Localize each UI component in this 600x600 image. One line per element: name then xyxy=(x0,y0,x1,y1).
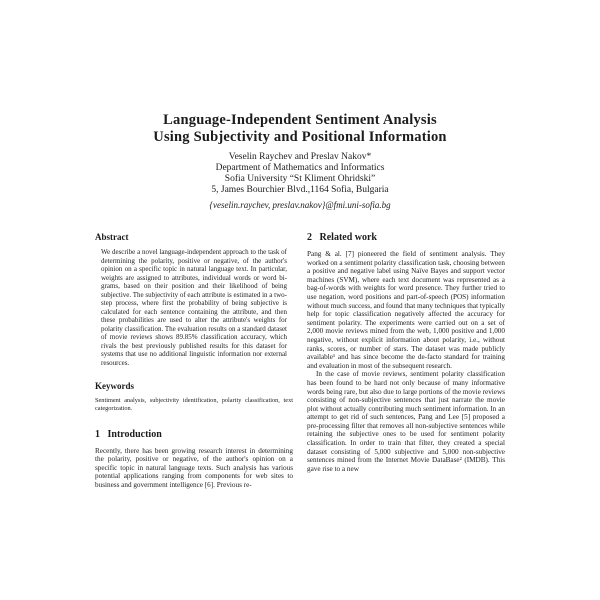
related-work-section xyxy=(307,232,505,473)
left-column xyxy=(95,232,293,490)
affiliation-line-2: Sofia University “St Kliment Ohridski” xyxy=(224,174,376,184)
related-work-paragraph-2: In the case of movie reviews, sentiment polarity classification has been found to be hard not only because of many informative words being rare, but also due to large portions of the movie reviews consisting of non-subjective sentences that just narrate the movie plot without actually contributing much sentiment information. In an attempt to get rid of such sentences, Pang and Lee [5] proposed a pre-processing filter that removes all non-subjective sentences while retaining the subjective ones to be used for sentiment polarity classification. In order to train that filter, they created a special dataset consisting of 5,000 subjective and 5,000 non-subjective sentences mined from the Internet Movie DataBase² (IMDB). This gave rise to a new xyxy=(307,370,505,473)
keywords-heading: Keywords xyxy=(95,381,134,391)
introduction-section xyxy=(95,429,293,490)
introduction-heading: 1 Introduction xyxy=(95,428,162,440)
introduction-text: Recently, there has been growing research interest in determining the polarity, positive or negative, of the author's opinion on a specific topic in natural language texts. Such analysis has various potential applications ranging from components for web sites to business and government intelligence [6]. Previous re- xyxy=(95,446,293,489)
paper-title-line2: Using Subjectivity and Positional Information xyxy=(153,128,447,145)
related-work-heading: 2 Related work xyxy=(307,232,377,243)
paper-title xyxy=(95,112,505,145)
paper-title-line1: Language-Independent Sentiment Analysis xyxy=(163,112,437,128)
two-column-body xyxy=(95,232,505,490)
right-column xyxy=(307,232,505,490)
keywords-text: Sentiment analysis, subjectivity identification, polarity classification, text categorization. xyxy=(95,397,293,412)
abstract-text: We describe a novel language-independent approach to the task of determining the polarity, positive or negative, of the author's opinion on a specific topic in natural language text. In particular, weights are assigned to attributes, individual words or word bi-grams, based on their position and their likelihood of being subjective. The subjectivity of each attribute is estimated in a two-step process, where first the probability of being subjective is calculated for each sentence containing the attribute, and then these probabilities are used to alter the attribute's weights for polarity classification. The evaluation results on a standard dataset of movie reviews shows 89.85% classification accuracy, which rivals the best previously published results for this dataset for systems that use no additional linguistic information nor external resources. xyxy=(101,248,287,367)
keywords-section xyxy=(95,381,293,413)
related-work-paragraph-1: Pang & al. [7] pioneered the field of sentiment analysis. They worked on a sentiment polarity classification task, choosing between a positive and negative label using Naïve Bayes and support vector machines (SVM), where each text document was represented as a bag-of-words with weights for word presence. They further tried to use negation, word positions and part-of-speech (POS) information without much success, and found that many techniques that typically help for topic classification negatively affected the accuracy for sentiment polarity. The experiments were carried out on a set of 2,000 movie reviews mined from the web, 1,000 positive and 1,000 negative, without explicit information about polarity, i.e., without ranks, scores, or number of stars. The dataset was made publicly available¹ and has since become the de-facto standard for training and evaluation in most of the subsequent research. xyxy=(307,250,506,370)
affiliation-line-1: Department of Mathematics and Informatics xyxy=(215,163,385,173)
affiliation-block xyxy=(95,163,505,196)
affiliation-line-3: 5, James Bourchier Blvd.,1164 Sofia, Bulgaria xyxy=(211,185,389,195)
email-line: {veselin.raychev, preslav.nakov}@fmi.uni-sofia.bg xyxy=(209,200,391,210)
authors-line: Veselin Raychev and Preslav Nakov* xyxy=(228,152,372,162)
abstract-heading: Abstract xyxy=(95,232,129,242)
abstract-section xyxy=(95,232,293,367)
